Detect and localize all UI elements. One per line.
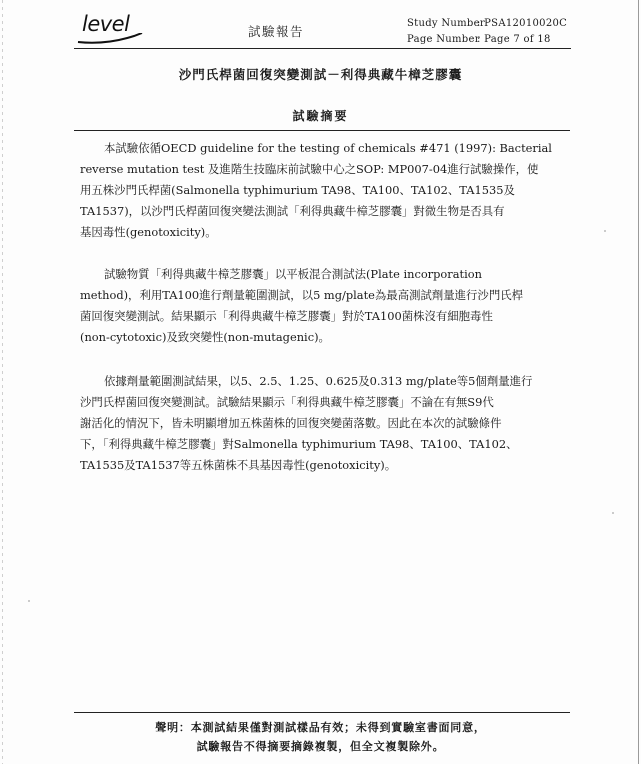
header-divider xyxy=(74,48,571,49)
paragraph-line: TA1537)，以沙門氏桿菌回復突變法測試「利得典藏牛樟芝膠囊」對微生物是否具有 xyxy=(80,204,505,218)
logo-swoosh-icon xyxy=(76,33,146,45)
paragraph-line: 基因毒性(genotoxicity)。 xyxy=(80,225,217,239)
study-number-row xyxy=(407,16,567,32)
scan-speck xyxy=(28,600,30,602)
document-title: 沙門氏桿菌回復突變測試－利得典藏牛樟芝膠囊 xyxy=(178,67,463,82)
paragraph-1 xyxy=(80,138,561,243)
paragraph-line: 試驗物質「利得典藏牛樟芝膠囊」以平板混合測試法(Plate incorporation xyxy=(104,267,482,281)
company-logo: level xyxy=(82,12,130,36)
paragraph-line: 菌回復突變測試。結果顯示「利得典藏牛樟芝膠囊」對於TA100菌株沒有細胞毒性 xyxy=(80,309,493,323)
paragraph-line: 依據劑量範圍測試結果，以5、2.5、1.25、0.625及0.313 mg/plate等5個劑量進行 xyxy=(104,374,533,388)
footer-divider xyxy=(74,712,570,713)
paragraph-line: TA1535及TA1537等五株菌株不具基因毒性(genotoxicity)。 xyxy=(80,458,397,472)
page-number-value: : Page 7 of 18 xyxy=(477,34,551,45)
section-title: 試驗摘要 xyxy=(292,109,349,123)
paragraph-3 xyxy=(80,371,561,476)
paragraph-line: 本試驗依循OECD guideline for the testing of chemicals #471 (1997): Bacterial xyxy=(104,141,552,155)
paragraph-line: 沙門氏桿菌回復突變測試。試驗結果顯示「利得典藏牛樟芝膠囊」不論在有無S9代 xyxy=(80,395,494,409)
page-number-row xyxy=(407,32,567,48)
report-title: 試驗報告 xyxy=(248,24,305,39)
section-divider xyxy=(74,130,570,131)
page-number-label: Page Number xyxy=(407,34,480,45)
paragraph-line: 下，「利得典藏牛樟芝膠囊」對Salmonella typhimurium TA98、TA100、TA102、 xyxy=(80,437,518,451)
study-number-label: Study Number xyxy=(407,18,485,29)
footer-line: 聲明：本測試結果僅對測試樣品有效；未得到實驗室書面同意， xyxy=(155,721,486,734)
scan-speck xyxy=(604,230,606,232)
paragraph-line: reverse mutation test 及進階生技臨床前試驗中心之SOP: MP007-04進行試驗操作，使 xyxy=(80,162,539,176)
header-meta xyxy=(407,16,567,48)
paragraph-line: 用五株沙門氏桿菌(Salmonella typhimurium TA98、TA100、TA102、TA1535及 xyxy=(80,183,515,197)
paragraph-line: (non-cytotoxic)及致突變性(non-mutagenic)。 xyxy=(80,330,330,344)
footer-disclaimer xyxy=(0,718,641,756)
scan-speck xyxy=(612,512,614,514)
paragraph-line: 謝活化的情況下，皆未明顯增加五株菌株的回復突變菌落數。因此在本次的試驗條件 xyxy=(80,416,502,430)
paragraph-line: method)，利用TA100進行劑量範圍測試，以5 mg/plate為最高測試劑量進行沙門氏桿 xyxy=(80,288,523,302)
paragraph-2 xyxy=(80,264,561,348)
footer-line: 試驗報告不得摘要摘錄複製，但全文複製除外。 xyxy=(196,740,445,753)
study-number-value: : PSA12010020C xyxy=(477,18,568,29)
